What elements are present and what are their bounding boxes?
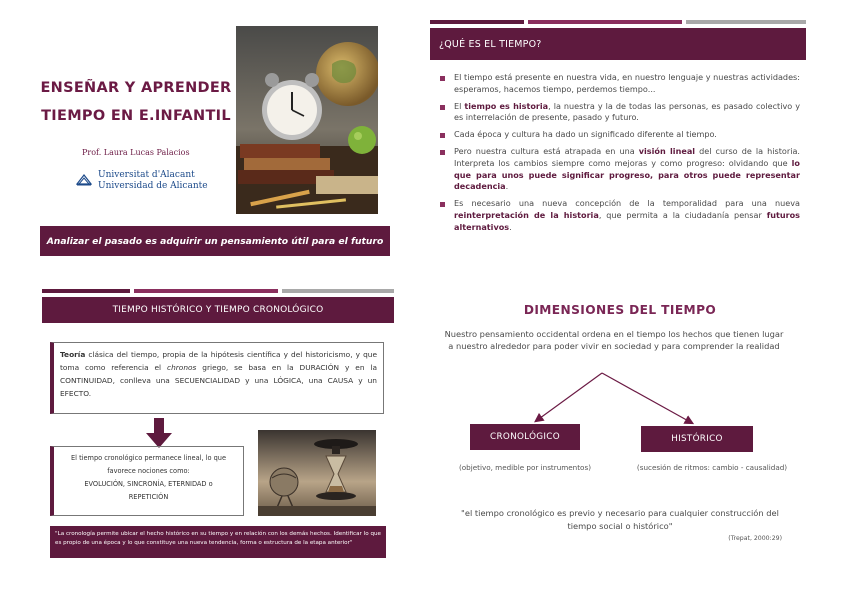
- bullet-1: El tiempo está presente en nuestra vida, en nuestro lenguaje y nuestras actividades: esperamos, hacemos tiempo, perdemos tiempo...: [438, 72, 800, 96]
- slide-tiempo-historico: [30, 285, 398, 560]
- slide-header: ¿QUÉ ES EL TIEMPO?: [430, 28, 806, 60]
- surreal-hourglass-image: [258, 430, 376, 516]
- bullet-2: El tiempo es historia, la nuestra y la de todas las personas, es pasado colectivo y es interrelación de presente, pasado y futuro.: [438, 101, 800, 125]
- quote-banner: Analizar el pasado es adquirir un pensamiento útil para el futuro: [40, 226, 390, 256]
- slide-que-es-el-tiempo: [430, 20, 810, 265]
- bullet-list: [438, 72, 800, 239]
- historical-pill: HISTÓRICO: [641, 426, 753, 452]
- intro-text: Nuestro pensamiento occidental ordena en el tiempo los hechos que tienen lugar a nuestro alrededor para poder vivir en sociedad y para comprender la realidad: [444, 329, 784, 351]
- historical-desc: (sucesión de ritmos: cambio - causalidad): [636, 463, 788, 472]
- chronological-box: El tiempo cronológico permanece lineal, lo que favorece nociones como: EVOLUCIÓN, SINCRONÍA, ETERNIDAD o REPETICIÓN: [50, 446, 244, 516]
- chronological-pill: CRONOLÓGICO: [470, 424, 580, 450]
- bullet-3: Cada época y cultura ha dado un significado diferente al tiempo.: [438, 129, 800, 141]
- chronological-desc: (objetivo, medible por instrumentos): [458, 463, 592, 472]
- trepat-quote: "el tiempo cronológico es previo y necesario para cualquier construcción del tiempo social o histórico": [461, 508, 779, 531]
- bullet-4: Pero nuestra cultura está atrapada en una visión lineal del curso de la historia. Interpreta los cambios siempre como mejoras y como progreso: olvidando que lo que para unos puede significar progreso, para otros puede representar decadencia.: [438, 146, 800, 193]
- slide-dimensiones: [430, 285, 810, 560]
- slide-title: [30, 20, 398, 265]
- slide-title-text: DIMENSIONES DEL TIEMPO: [523, 303, 717, 317]
- top-bars: [430, 20, 806, 24]
- citation: (Trepat, 2000:29): [728, 535, 782, 542]
- bullet-5: Es necesario una nueva concepción de la temporalidad para una nueva reinterpretación de la historia, que permita a la ciudadanía pensar futuros alternativos.: [438, 198, 800, 233]
- university-logo-icon: [76, 171, 92, 187]
- slide-header: TIEMPO HISTÓRICO Y TIEMPO CRONOLÓGICO: [42, 297, 394, 323]
- clock-books-photo: [236, 26, 378, 214]
- university-name-spanish: Universidad de Alicante: [98, 181, 208, 191]
- author: Prof. Laura Lucas Palacios: [82, 148, 190, 157]
- cronologia-quote: "La cronología permite ubicar el hecho histórico en su tiempo y en relación con los demás hechos. Identificar lo que es propio de una época y lo que constituye una nueva tendencia, forma o estructura de la etapa anterior": [50, 526, 386, 558]
- title-line-2: TIEMPO EN E.INFANTIL: [41, 108, 231, 124]
- top-bars: [42, 289, 394, 293]
- theory-box: Teoría clásica del tiempo, propia de la hipótesis científica y del historicismo, y que toma como referencia el chronos griego, se basa en la DURACIÓN y en la CONTINUIDAD, conlleva una SECUENCIALIDAD y una LÓGICA, una CAUSA y un EFECTO.: [50, 342, 384, 414]
- university-name-valencian: Universitat d'Alacant: [98, 170, 195, 180]
- arrow-down-icon: [146, 418, 172, 448]
- title-line-1: ENSEÑAR Y APRENDER: [40, 80, 232, 96]
